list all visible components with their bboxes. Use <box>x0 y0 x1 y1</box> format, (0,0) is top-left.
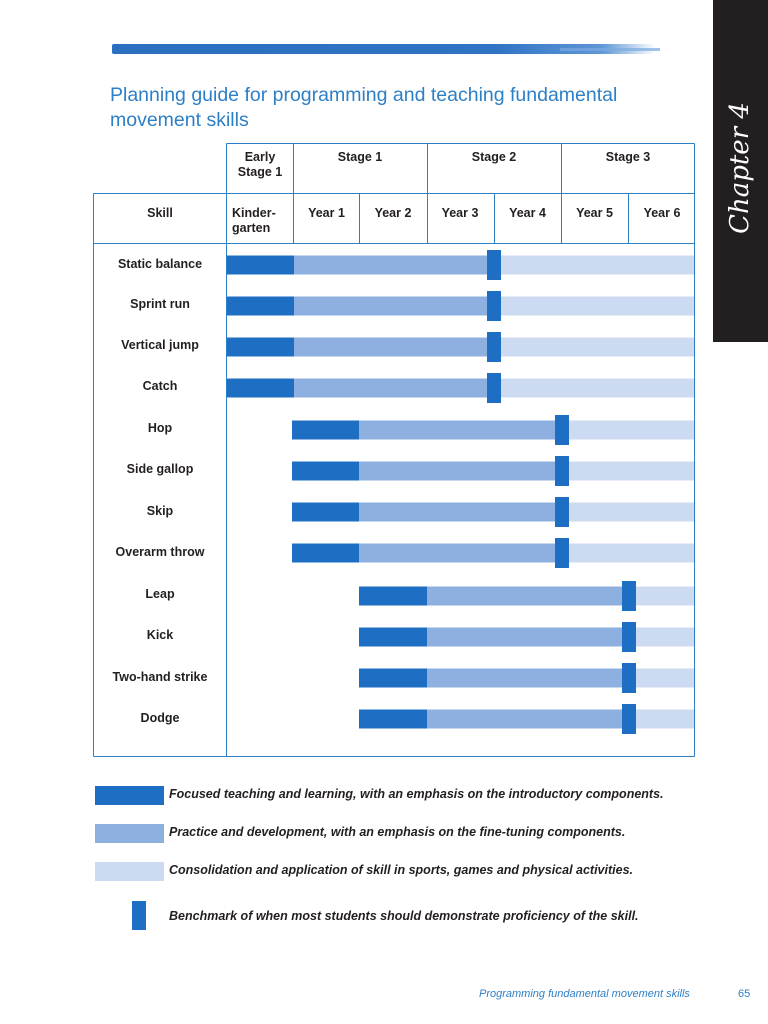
legend-text-focused: Focused teaching and learning, with an emphasis on the introductory components. <box>169 787 664 801</box>
bar-consolidation <box>494 256 694 275</box>
stage-header-stage-1: Stage 1 <box>337 150 383 164</box>
benchmark-marker <box>487 332 501 362</box>
benchmark-marker <box>555 497 569 527</box>
legend-swatch-practice <box>95 824 164 843</box>
benchmark-marker <box>487 291 501 321</box>
chapter-label: Chapter 4 <box>725 102 755 234</box>
bar-consolidation <box>562 544 694 563</box>
bar-practice <box>294 338 494 357</box>
benchmark-marker <box>622 581 636 611</box>
bar-practice <box>294 297 494 316</box>
stage-header-early-stage-1: Early Stage 1 <box>237 150 283 179</box>
bar-consolidation <box>562 462 694 481</box>
bar-practice <box>294 256 494 275</box>
skill-label: Kick <box>146 628 174 642</box>
bar-consolidation <box>494 338 694 357</box>
bar-consolidation <box>562 503 694 522</box>
bar-practice <box>427 669 629 688</box>
bar-focused <box>292 544 359 563</box>
bar-consolidation <box>629 710 694 729</box>
year-header-year-1: Year 1 <box>308 206 345 220</box>
bar-consolidation <box>494 379 694 398</box>
year-header-year-6: Year 6 <box>643 206 681 220</box>
skill-label: Vertical jump <box>121 338 199 352</box>
skill-bars <box>227 250 694 734</box>
skill-label: Catch <box>142 379 178 393</box>
skill-label: Dodge <box>140 711 180 725</box>
year-header-year-3: Year 3 <box>441 206 479 220</box>
stage-header-stage-3: Stage 3 <box>605 150 651 164</box>
bar-focused <box>227 256 294 275</box>
page-number: 65 <box>738 988 751 1000</box>
year-header-year-4: Year 4 <box>509 206 546 220</box>
bar-consolidation <box>494 297 694 316</box>
skill-label: Skip <box>146 504 174 518</box>
bar-practice <box>427 710 629 729</box>
bar-focused <box>359 710 427 729</box>
skill-label: Overarm throw <box>115 545 205 559</box>
legend-swatch-consolidation <box>95 862 164 881</box>
legend-text-practice: Practice and development, with an emphasis on the fine-tuning components. <box>169 825 626 839</box>
skill-label: Static balance <box>117 257 203 271</box>
bar-consolidation <box>562 421 694 440</box>
skill-column-header: Skill <box>147 206 173 220</box>
bar-focused <box>227 379 294 398</box>
stage-header-stage-2: Stage 2 <box>471 150 517 164</box>
skill-label: Two-hand strike <box>112 670 208 684</box>
skill-label: Hop <box>147 421 173 435</box>
year-header-kindergarten: Kinder- garten <box>232 206 276 235</box>
benchmark-marker <box>622 704 636 734</box>
bar-practice <box>359 421 562 440</box>
legend-text-benchmark: Benchmark of when most students should demonstrate proficiency of the skill. <box>169 909 639 923</box>
bar-focused <box>292 421 359 440</box>
skill-label: Side gallop <box>126 462 194 476</box>
grid-lines <box>94 144 695 757</box>
bar-practice <box>359 503 562 522</box>
year-header-year-5: Year 5 <box>576 206 613 220</box>
bar-focused <box>359 587 427 606</box>
legend-text-consolidation: Consolidation and application of skill in sports, games and physical activities. <box>169 863 633 877</box>
bar-practice <box>359 462 562 481</box>
bar-consolidation <box>629 669 694 688</box>
legend-swatch-focused <box>95 786 164 805</box>
year-header-year-2: Year 2 <box>374 206 412 220</box>
benchmark-marker <box>555 538 569 568</box>
bar-focused <box>292 503 359 522</box>
benchmark-marker <box>555 415 569 445</box>
benchmark-marker <box>555 456 569 486</box>
bar-practice <box>359 544 562 563</box>
skill-label: Leap <box>145 587 175 601</box>
bar-focused <box>227 338 294 357</box>
bar-consolidation <box>629 628 694 647</box>
bar-practice <box>294 379 494 398</box>
bar-focused <box>359 669 427 688</box>
bar-practice <box>427 628 629 647</box>
benchmark-marker <box>487 250 501 280</box>
legend-swatch-benchmark <box>132 901 146 930</box>
bar-focused <box>292 462 359 481</box>
benchmark-marker <box>622 663 636 693</box>
bar-consolidation <box>629 587 694 606</box>
bar-focused <box>359 628 427 647</box>
skill-label: Sprint run <box>130 297 190 311</box>
bar-focused <box>227 297 294 316</box>
benchmark-marker <box>622 622 636 652</box>
page-title: Planning guide for programming and teaching fundamental movement skills <box>110 84 618 131</box>
bar-practice <box>427 587 629 606</box>
benchmark-marker <box>487 373 501 403</box>
footer-section-title: Programming fundamental movement skills <box>479 988 690 1000</box>
